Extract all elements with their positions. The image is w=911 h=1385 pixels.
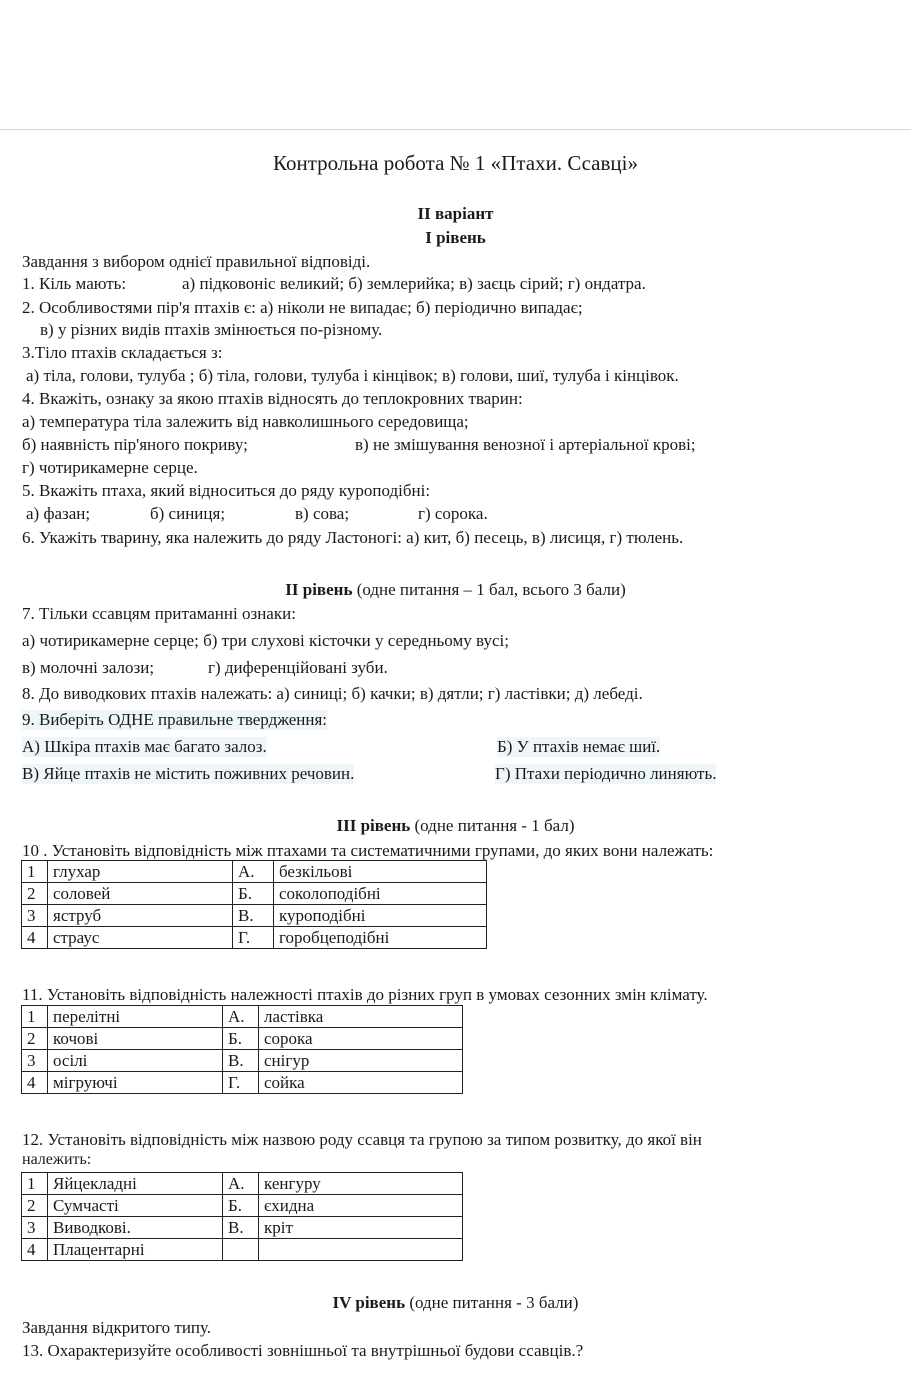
level4-title: ІV рівень — [332, 1293, 406, 1312]
table-row — [22, 927, 487, 949]
q12-group: Яйцекладні — [48, 1173, 223, 1195]
q11-table — [21, 1005, 463, 1094]
table-row — [22, 905, 487, 927]
table-row — [22, 1050, 463, 1072]
q7-option-d: г) диференційовані зуби. — [208, 658, 388, 677]
q10-text: 10 . Установіть відповідність між птахами та систематичними групами, до яких вони належать: — [22, 841, 714, 860]
q5-stem: 5. Вкажіть птаха, який відноситься до ряду куроподібні: — [22, 481, 431, 500]
q10-letter: Г. — [233, 927, 274, 949]
q10-bird: глухар — [48, 861, 233, 883]
table-row — [22, 1217, 463, 1239]
q12-animal — [259, 1239, 463, 1261]
q9-option-a: А) Шкіра птахів має багато залоз. — [22, 737, 267, 756]
q12-group: Сумчасті — [48, 1195, 223, 1217]
q11-bird: снігур — [259, 1050, 463, 1072]
q10-group: горобцеподібні — [274, 927, 487, 949]
q3-options: а) тіла, голови, тулуба ; б) тіла, голови, тулуба і кінцівок; в) голови, шиї, тулуба і кінцівок. — [26, 366, 679, 385]
level1-heading: І рівень — [425, 228, 486, 247]
q10-letter: Б. — [233, 883, 274, 905]
q12-letter: А. — [223, 1173, 259, 1195]
level4-heading — [0, 1293, 911, 1313]
q10-bird: яструб — [48, 905, 233, 927]
q1-stem: 1. Кіль мають: — [22, 274, 127, 293]
table-row — [22, 1072, 463, 1094]
q10-letter: В. — [233, 905, 274, 927]
q12-text-line2: належить: — [22, 1151, 92, 1168]
q11-bird: ластівка — [259, 1006, 463, 1028]
level2-title: ІІ рівень — [285, 580, 353, 599]
q10-num: 4 — [22, 927, 48, 949]
q2-stem: 2. Особливостями пір'я птахів є: а) ніколи не випадає; б) періодично випадає; — [22, 298, 583, 317]
q11-group: перелітні — [48, 1006, 223, 1028]
q11-num: 1 — [22, 1006, 48, 1028]
q11-bird: сойка — [259, 1072, 463, 1094]
q11-group: мігруючі — [48, 1072, 223, 1094]
q9-option-c: В) Яйце птахів не містить поживних речовин. — [22, 764, 355, 783]
q10-table — [21, 860, 487, 949]
q11-text: 11. Установіть відповідність належності птахів до різних груп в умовах сезонних змін клімату. — [22, 985, 708, 1004]
q11-letter: А. — [223, 1006, 259, 1028]
q11-letter: Г. — [223, 1072, 259, 1094]
q10-bird: соловей — [48, 883, 233, 905]
q10-num: 2 — [22, 883, 48, 905]
q12-letter — [223, 1239, 259, 1261]
q1-options: а) підковоніс великий; б) землерийка; в) заєць сірий; г) ондатра. — [182, 274, 646, 293]
q12-num: 1 — [22, 1173, 48, 1195]
q5-option-d: г) сорока. — [418, 504, 488, 523]
q10-num: 1 — [22, 861, 48, 883]
table-row — [22, 861, 487, 883]
top-blank-area — [0, 0, 911, 130]
table-row — [22, 1006, 463, 1028]
q11-letter: Б. — [223, 1028, 259, 1050]
q4-option-b: б) наявність пір'яного покриву; — [22, 435, 248, 454]
q5-option-c: в) сова; — [295, 504, 350, 523]
q10-letter: А. — [233, 861, 274, 883]
table-row — [22, 1173, 463, 1195]
q13-text: 13. Охарактеризуйте особливості зовнішньої та внутрішньої будови ссавців.? — [22, 1341, 584, 1360]
q7-options-ab: а) чотирикамерне серце; б) три слухові кісточки у середньому вусі; — [22, 631, 509, 650]
table-row — [22, 1028, 463, 1050]
q2-option-c: в) у різних видів птахів змінюється по-різному. — [40, 320, 383, 339]
q8-text: 8. До виводкових птахів належать: а) синиці; б) качки; в) дятли; г) ластівки; д) лебеді. — [22, 684, 643, 703]
level2-note: (одне питання – 1 бал, всього 3 бали) — [352, 580, 626, 599]
q5-option-b: б) синиця; — [150, 504, 226, 523]
level4-instruction: Завдання відкритого типу. — [22, 1318, 212, 1337]
q6-text: 6. Укажіть тварину, яка належить до ряду Ластоногі: а) кит, б) песець, в) лисиця, г) тюлень. — [22, 528, 684, 547]
q4-stem: 4. Вкажіть, ознаку за якою птахів відносять до теплокровних тварин: — [22, 389, 523, 408]
q11-group: осілі — [48, 1050, 223, 1072]
q11-letter: В. — [223, 1050, 259, 1072]
q12-animal: кріт — [259, 1217, 463, 1239]
q12-num: 4 — [22, 1239, 48, 1261]
q12-num: 3 — [22, 1217, 48, 1239]
q12-animal: кенгуру — [259, 1173, 463, 1195]
q12-num: 2 — [22, 1195, 48, 1217]
q11-num: 4 — [22, 1072, 48, 1094]
q12-group: Виводкові. — [48, 1217, 223, 1239]
q9-option-d: Г) Птахи періодично линяють. — [495, 764, 717, 783]
q10-group: соколоподібні — [274, 883, 487, 905]
q9-stem: 9. Виберіть ОДНЕ правильне твердження: — [22, 710, 328, 729]
level3-note: (одне питання - 1 бал) — [410, 816, 575, 835]
level3-heading — [0, 816, 911, 836]
q9-option-b: Б) У птахів немає шиї. — [497, 737, 661, 756]
q12-letter: В. — [223, 1217, 259, 1239]
q7-option-c: в) молочні залози; — [22, 658, 155, 677]
q10-num: 3 — [22, 905, 48, 927]
q7-stem: 7. Тільки ссавцям притаманні ознаки: — [22, 604, 296, 623]
q12-table — [21, 1172, 463, 1261]
q10-bird: страус — [48, 927, 233, 949]
q11-bird: сорока — [259, 1028, 463, 1050]
table-row — [22, 883, 487, 905]
q12-text-line1: 12. Установіть відповідність між назвою роду ссавця та групою за типом розвитку, до якої він — [22, 1130, 702, 1149]
q11-num: 3 — [22, 1050, 48, 1072]
table-row — [22, 1239, 463, 1261]
q4-option-d: г) чотирикамерне серце. — [22, 458, 198, 477]
q5-option-a: а) фазан; — [26, 504, 91, 523]
level4-note: (одне питання - 3 бали) — [405, 1293, 579, 1312]
page-title: Контрольна робота № 1 «Птахи. Ссавці» — [273, 151, 638, 175]
q12-letter: Б. — [223, 1195, 259, 1217]
level2-heading — [0, 580, 911, 600]
q12-group: Плацентарні — [48, 1239, 223, 1261]
level3-title: ІІІ рівень — [336, 816, 411, 835]
table-row — [22, 1195, 463, 1217]
variant-heading: ІІ варіант — [417, 204, 494, 223]
q4-option-a: а) температура тіла залежить від навколишнього середовища; — [22, 412, 469, 431]
q4-option-c: в) не змішування венозної і артеріальної крові; — [355, 435, 696, 454]
q11-num: 2 — [22, 1028, 48, 1050]
q11-group: кочові — [48, 1028, 223, 1050]
q3-stem: 3.Тіло птахів складається з: — [22, 343, 223, 362]
q12-animal: єхидна — [259, 1195, 463, 1217]
level1-instruction: Завдання з вибором однієї правильної відповіді. — [22, 252, 371, 271]
q10-group: безкільові — [274, 861, 487, 883]
q10-group: куроподібні — [274, 905, 487, 927]
